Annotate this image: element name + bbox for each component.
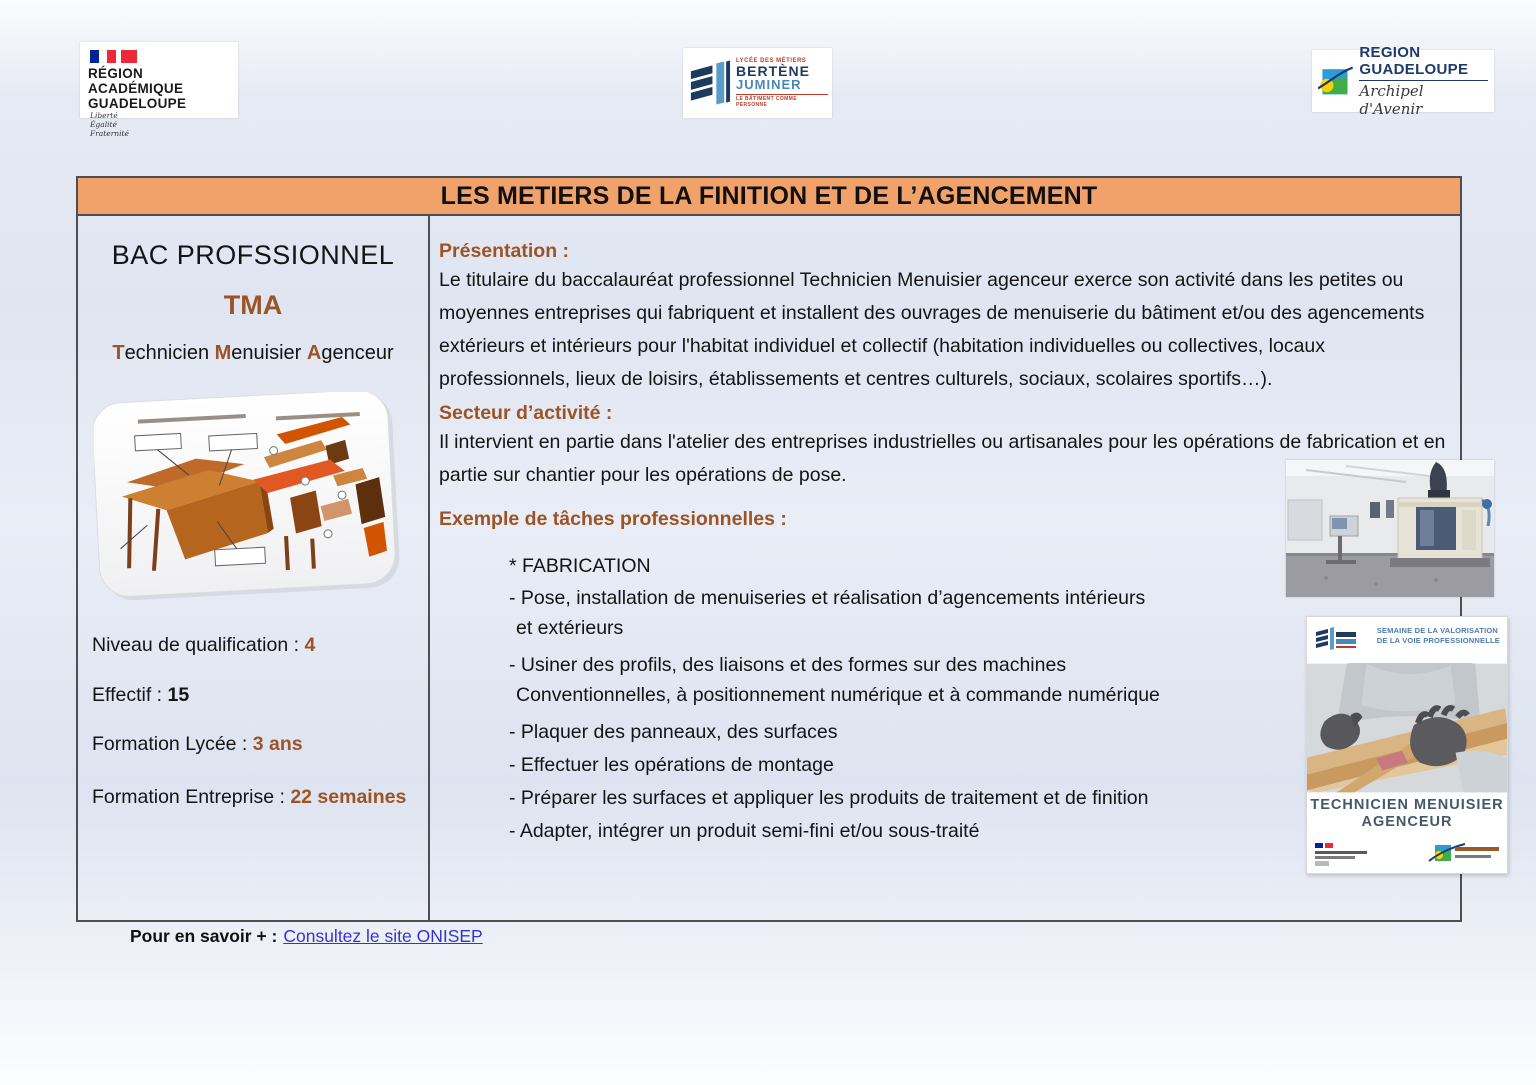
motto-liberte: Liberté	[90, 111, 118, 120]
formation-lycee-line	[92, 733, 422, 756]
task-pose: - Pose, installation de menuiseries et réalisation d’agencements intérieurs	[509, 587, 1146, 609]
onisep-link[interactable]: Consultez le site ONISEP	[283, 926, 483, 946]
lycee-name-bertene: BERTÈNE	[736, 63, 810, 79]
presentation-text: Le titulaire du baccalauréat professionnel Technicien Menuisier agenceur exerce son activité dans les petites ou moyennes entreprises qui fabriquent et installent des ouvrages de menuiserie du bâtiment et/ou des agencements extérieurs et intérieurs pour l'habitat individuel et collectif (habitation individuelles ou collectives, locaux professionnels, lieux de loisirs, établissements et centres culturels, sociaux, scolaires sportifs…).	[439, 269, 1425, 390]
task-adapter: - Adapter, intégrer un produit semi-fini et/ou sous-traité	[509, 820, 980, 842]
poster-top-band	[1307, 617, 1507, 663]
region-slogan: Archipel d'Avenir	[1359, 82, 1424, 118]
workshop-photo	[1286, 460, 1494, 597]
diploma-name: BAC PROFSSIONNEL	[111, 240, 395, 270]
lycee-name-juminer: JUMINER	[736, 77, 802, 92]
formation-entreprise-line	[92, 786, 422, 809]
region-academique-logo	[80, 42, 238, 138]
poster-top-line2: DE LA VOIE PROFESSIONNELLE	[1376, 636, 1500, 645]
region-guadeloupe-logo	[1312, 44, 1494, 118]
poster-title	[1307, 797, 1507, 831]
qualification-line	[92, 634, 422, 657]
qualification-value: 4	[304, 634, 316, 656]
lycee-tagline-bottom: LE BÂTIMENT COMME PERSONNE	[736, 94, 828, 108]
footer-label: Pour en savoir + :	[130, 926, 278, 946]
formation-lycee-value: 3 ans	[252, 733, 303, 755]
task-list	[509, 554, 1229, 852]
presentation-heading: Présentation :	[439, 240, 570, 262]
poster-title-line1: TECHNICIEN MENUISIER	[1310, 797, 1504, 813]
program-table	[76, 176, 1504, 922]
diploma-acronym: TMA	[223, 290, 283, 320]
secteur-heading: Secteur d’activité :	[439, 402, 613, 424]
table-title: LES METIERS DE LA FINITION ET DE L’AGENCEMENT	[440, 181, 1098, 210]
qualification-label: Niveau de qualification :	[92, 634, 305, 656]
lycee-tagline-top: LYCÉE DES MÉTIERS	[736, 58, 807, 64]
task-plaquer: - Plaquer des panneaux, des surfaces	[509, 721, 838, 743]
fullname-part: M	[214, 342, 232, 364]
diploma-fullname	[78, 342, 428, 365]
region-name: REGION GUADELOUPE	[1359, 44, 1488, 81]
academie-name-line2: GUADELOUPE	[88, 96, 187, 111]
fullname-part: T	[112, 342, 125, 364]
poster-bottom-band	[1307, 841, 1507, 869]
table-header	[78, 178, 1460, 216]
french-flag-icon	[90, 50, 230, 63]
building-icon	[687, 57, 732, 109]
lycee-bertene-juminer-logo	[683, 48, 832, 118]
poster-top-line1: SEMAINE DE LA VALORISATION	[1376, 626, 1499, 635]
furniture-exploded-view-image	[94, 392, 402, 602]
region-guadeloupe-icon	[1318, 57, 1353, 105]
footer	[130, 926, 483, 947]
formation-lycee-label: Formation Lycée :	[92, 733, 253, 755]
fullname-part: A	[306, 342, 322, 364]
poster-bottom-logos	[1307, 841, 1507, 869]
poster-lycee-logo-icon	[1314, 624, 1358, 654]
fullname-part: echnicien	[124, 342, 215, 364]
effectif-line	[92, 684, 422, 707]
fullname-part: enuisier	[231, 342, 307, 364]
taches-heading: Exemple de tâches professionnelles :	[439, 508, 787, 530]
task-usiner-cont: Conventionnelles, à positionnement numérique et à commande numérique	[516, 684, 1160, 706]
task-preparer: - Préparer les surfaces et appliquer les produits de traitement et de finition	[509, 787, 1149, 809]
effectif-label: Effectif :	[92, 684, 168, 706]
right-column	[430, 214, 1504, 920]
academie-name-line1: RÉGION ACADÉMIQUE	[88, 66, 184, 96]
formation-entreprise-label: Formation Entreprise :	[92, 786, 291, 808]
task-pose-cont: et extérieurs	[516, 617, 624, 639]
effectif-value: 15	[167, 684, 190, 706]
motto-egalite: Égalité	[90, 120, 117, 129]
formation-entreprise-value: 22 semaines	[290, 786, 407, 808]
poster-top-text	[1377, 626, 1500, 646]
poster-title-line2: AGENCEUR	[1361, 814, 1453, 830]
task-fabrication: * FABRICATION	[509, 555, 651, 577]
task-usiner: - Usiner des profils, des liaisons et des formes sur des machines	[509, 654, 1067, 676]
tma-poster	[1306, 616, 1508, 874]
secteur-text: Il intervient en partie dans l'atelier des entreprises industrielles ou artisanales pour les opérations de fabrication et en partie sur chantier pour les opérations de pose.	[439, 431, 1446, 486]
motto-fraternite: Fraternité	[90, 129, 129, 138]
fullname-part: genceur	[321, 342, 394, 364]
task-effectuer: - Effectuer les opérations de montage	[509, 754, 834, 776]
poster-photo-sanding-hands	[1307, 663, 1507, 793]
